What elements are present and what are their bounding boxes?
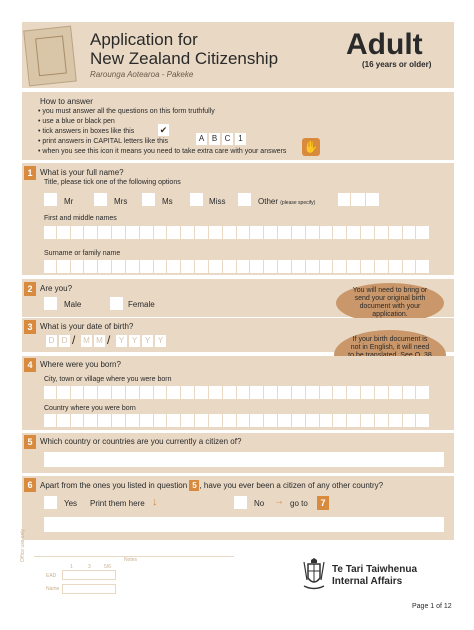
certificate-image <box>23 26 77 87</box>
translation-note: If your birth document is not in English, it will need <box>334 330 446 380</box>
female-label: Female <box>128 300 155 309</box>
office-col-56: 5/6 <box>104 564 111 570</box>
country-label: Country where you were born <box>44 405 136 412</box>
q5-number: 5 <box>24 435 36 449</box>
q2-number: 2 <box>24 282 36 296</box>
q6-no-label: No <box>254 499 265 508</box>
q1-instruction: Title, please tick one of the following options <box>44 179 181 186</box>
how-to-item: • tick answers in boxes like this <box>38 128 135 135</box>
form-title: Application for New Zealand Citizenship <box>90 30 279 68</box>
q6-no-checkbox[interactable] <box>234 496 247 509</box>
q4-question: Where were you born? <box>40 360 121 369</box>
capital-example: A <box>196 133 207 145</box>
office-row-name: Name <box>46 586 60 592</box>
dob-year-box[interactable]: Y <box>116 335 127 347</box>
coat-of-arms-icon <box>300 558 328 592</box>
q6-ref-5: 5 <box>189 480 199 491</box>
dob-year-box[interactable]: Y <box>155 335 166 347</box>
title-mr-label: Mr <box>64 197 74 206</box>
office-name-box <box>62 584 116 594</box>
q3-number: 3 <box>24 320 36 334</box>
capital-example: 1 <box>235 133 246 145</box>
title-miss-label: Miss <box>209 197 226 206</box>
date-separator: / <box>72 333 76 347</box>
other-citizenship-input[interactable] <box>44 517 444 532</box>
form-subtitle: Rarounga Aotearoa - Pakeke <box>90 70 194 79</box>
q6-yes-checkbox[interactable] <box>44 496 57 509</box>
male-label: Male <box>64 300 82 309</box>
how-to-item: • print answers in CAPITAL letters like this <box>38 138 169 145</box>
down-arrow-icon: ↓ <box>152 496 158 508</box>
city-label: City, town or village where you were born <box>44 376 172 383</box>
dob-month-box[interactable]: M <box>81 335 92 347</box>
title-mrs-checkbox[interactable] <box>94 193 107 206</box>
go-to-question-7[interactable]: 7 <box>317 496 329 510</box>
q6-yes-label: Yes <box>64 499 78 508</box>
go-to-label: go to <box>290 499 308 508</box>
title-ms-label: Ms <box>162 197 173 206</box>
birth-document-note: You will need to bring or send your original birth document with your application. <box>336 283 444 323</box>
agency-name: Te Tari Taiwhenua Internal Affairs <box>332 564 418 587</box>
first-names-input[interactable] <box>44 226 430 239</box>
title-other-input[interactable] <box>338 193 380 206</box>
office-ead-box <box>62 570 116 580</box>
male-checkbox[interactable] <box>44 297 57 310</box>
dob-year-box[interactable]: Y <box>129 335 140 347</box>
q2-question: Are you? <box>40 284 73 293</box>
page-number: Page 1 of 12 <box>412 603 452 610</box>
dob-year-box[interactable]: Y <box>142 335 153 347</box>
capital-example: C <box>222 133 233 145</box>
q3-question: What is your date of birth? <box>40 322 134 331</box>
q5-question: Which country or countries are you currently a citizen of? <box>40 437 242 446</box>
title-ms-checkbox[interactable] <box>142 193 155 206</box>
title-mr-checkbox[interactable] <box>44 193 57 206</box>
citizenship-countries-input[interactable] <box>44 452 444 467</box>
office-col-3: 3 <box>88 564 91 570</box>
title-other-checkbox[interactable] <box>238 193 251 206</box>
q6-question: Apart from the ones you listed in question 5 , have you ever been a citizen of any other country? <box>40 481 384 490</box>
right-arrow-icon: → <box>274 496 284 507</box>
notes-label: Notes <box>124 557 138 563</box>
how-to-item: • you must answer all the questions on this form truthfully <box>38 108 215 115</box>
date-separator: / <box>107 333 111 347</box>
female-checkbox[interactable] <box>110 297 123 310</box>
title-mrs-label: Mrs <box>114 197 128 206</box>
how-to-heading: How to answer <box>40 97 93 106</box>
adult-badge: Adult <box>346 28 423 61</box>
q4-number: 4 <box>24 358 36 372</box>
dob-day-box[interactable]: D <box>59 335 70 347</box>
first-names-label: First and middle names <box>44 215 117 222</box>
city-input[interactable] <box>44 386 430 399</box>
q1-question: What is your full name? <box>40 168 124 177</box>
print-them-label: Print them here <box>90 499 145 508</box>
title-miss-checkbox[interactable] <box>190 193 203 206</box>
capital-example: B <box>209 133 220 145</box>
office-col-1: 1 <box>70 564 73 570</box>
hand-warning-icon: ✋ <box>303 140 319 154</box>
q6-number: 6 <box>24 478 36 492</box>
dob-month-box[interactable]: M <box>94 335 105 347</box>
office-use-label: Office use only <box>20 529 26 562</box>
country-input[interactable] <box>44 414 430 427</box>
surname-input[interactable] <box>44 260 430 273</box>
office-row-ead: EAD <box>46 573 57 579</box>
tick-example-icon: ✔ <box>159 125 168 135</box>
dob-day-box[interactable]: D <box>46 335 57 347</box>
how-to-item: • use a blue or black pen <box>38 118 115 125</box>
age-note: (16 years or older) <box>362 60 432 69</box>
title-other-label: Other (please specify) <box>258 197 316 206</box>
q1-number: 1 <box>24 166 36 180</box>
surname-label: Surname or family name <box>44 250 121 257</box>
how-to-item: • when you see this icon it means you need to take extra care with your answers <box>38 148 287 155</box>
